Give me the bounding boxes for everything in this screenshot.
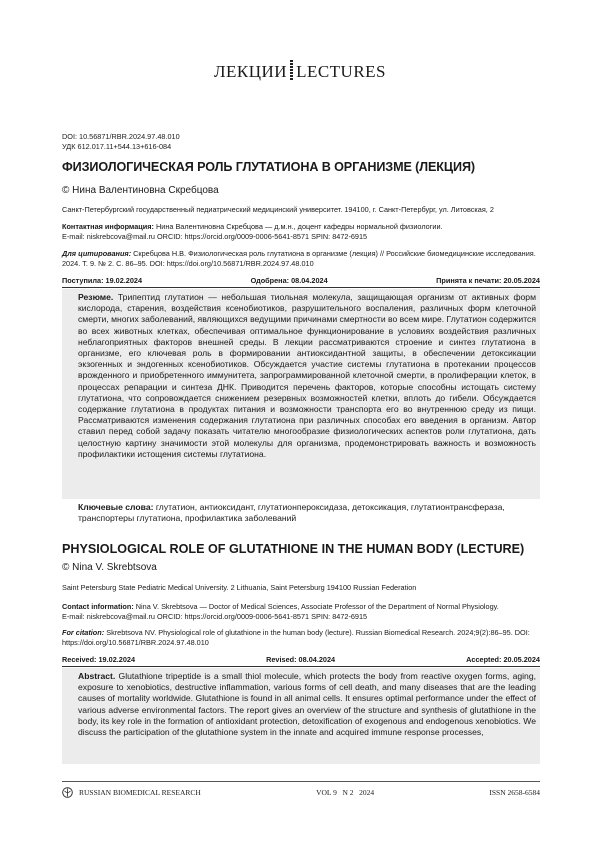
issn: ISSN 2658-6584 [489, 788, 540, 797]
journal-emblem-icon [62, 787, 73, 798]
masthead-ru: ЛЕКЦИИ [213, 62, 288, 81]
abstract-en [62, 668, 540, 764]
citation-en [62, 628, 540, 648]
received-ru: Поступила: 19.02.2024 [62, 276, 143, 285]
divider-en [62, 666, 540, 667]
title-en: PHYSIOLOGICAL ROLE OF GLUTATHIONE IN THE HUMAN BODY (LECTURE) [62, 542, 525, 556]
abstract-label-en: Abstract. [78, 671, 116, 681]
cite-text-ru: Скребцова Н.В. Физиологическая роль глутатиона в организме (лекция) // Российские биомедицинские исследования. 2024. Т. 9. № 2. С. 86–95. DOI: https://doi.org/10.56871/RBR.2024.97.48.010 [62, 249, 536, 268]
divider-ru [62, 287, 540, 288]
cite-label-ru: Для цитирования: [62, 249, 132, 258]
keywords-ru [62, 502, 540, 524]
citation-ru [62, 249, 540, 269]
masthead-en: LECTURES [296, 62, 387, 81]
footer-rule [62, 781, 540, 782]
received-en: Received: 19.02.2024 [62, 655, 136, 664]
affiliation-ru: Санкт-Петербургский государственный педиатрический медицинский университет. 194100, г. Санкт-Петербург, ул. Литовская, 2 [62, 205, 494, 214]
masthead-divider [290, 60, 293, 80]
journal-logo [62, 787, 201, 798]
contact-ru [62, 222, 540, 242]
revised-en: Revised: 08.04.2024 [266, 655, 336, 664]
accepted-ru: Принята к печати: 20.05.2024 [436, 276, 540, 285]
accepted-en: Accepted: 20.05.2024 [466, 655, 540, 664]
doi-line: DOI: 10.56871/RBR.2024.97.48.010 [62, 132, 180, 141]
udk-line: УДК 612.017.11+544.13+616-084 [62, 142, 172, 151]
author-en: © Nina V. Skrebtsova [62, 562, 157, 573]
revised-ru: Одобрена: 08.04.2024 [250, 276, 328, 285]
contact-line2-ru: E-mail: niskrebcova@mail.ru ORCID: https://orcid.org/0009-0006-5641-8571 SPIN: 8472-6915 [62, 232, 368, 241]
page-footer [62, 787, 540, 798]
section-masthead [0, 60, 600, 82]
keywords-label-ru: Ключевые слова: [78, 502, 154, 512]
contact-text-en: Nina V. Skrebtsova — Doctor of Medical Sciences, Associate Professor of the Department of Normal Physiology. [133, 602, 499, 611]
contact-line2-en: E-mail: niskrebcova@mail.ru ORCID: https://orcid.org/0009-0006-5641-8571 SPIN: 8472-6915 [62, 612, 368, 621]
abstract-text-en: Glutathione tripeptide is a small thiol molecule, which protects the body from reactive oxygen forms, aging, exposure to xenobiotics, destructive inflammation, various forms of cell death, and many diseases that are the leading causes of mortality worldwide. Glutathione is found in all animal cells. It ensures optimal performance under the effect of various adverse environmental factors. The report gives an overview of the structure and synthesis of glutathione in the body, its key role in the formation of antioxidant protection, detoxification of exogenous and endogenous xenobiotics. We discuss the participation of the glutathione system in the innate and acquired immune response processes, [78, 671, 536, 738]
abstract-ru [62, 289, 540, 499]
dates-ru [62, 276, 540, 285]
dates-en [62, 655, 540, 664]
abstract-label-ru: Резюме. [78, 292, 114, 302]
journal-name: RUSSIAN BIOMEDICAL RESEARCH [79, 788, 201, 797]
issue-info: VOL 9 N 2 2024 [316, 788, 375, 797]
keywords-text-ru: глутатион, антиоксидант, глутатионпероксидаза, детоксикация, глутатионтрансфераза, транспортеры глутатиона, профилактика заболеваний [78, 502, 505, 524]
contact-label-ru: Контактная информация: [62, 222, 154, 231]
author-ru: © Нина Валентиновна Скребцова [62, 185, 219, 196]
abstract-text-ru: Трипептид глутатион — небольшая тиольная молекула, защищающая организм от активных форм кислорода, старения, воздействия ксенобиотиков, разрушительного воспаления, различных форм клеточной смерти, многих заболеваний, являющихся ведущими причинами смертности во всем мире. Глутатион содержится во всех животных клетках, обеспечивая оптимальное функционирование в условиях воздействия различных неблагоприятных факторов внешней среды. В лекции рассматриваются строение и синтез глутатиона в организме, его ключевая роль в формировании антиоксидантной защиты, в обеспечении детоксикации экзогенных и эндогенных ксенобиотиков. Обсуждается участие системы глутатиона в протекании процессов врожденного и приобретенного иммунитета, запрограммированной клеточной смерти, в пролиферации клеток, в процессах репарации и синтеза ДНК. Приводится перечень факторов, которые способны истощать систему глутатиона, что сопровождается снижением резервных возможностей клетки, вплоть до гибели. Обсуждается содержание глутатиона в продуктах питания и возможности транспорта его во внутреннюю среду из пищи. Рассматриваются изменения содержания глутатиона при различных способах его введения в организм. Автор ставил перед собой задачу показать читателю многообразие физиологических аспектов роли глутатиона, дать целостную картину значимости этой молекулы для организма, продемонстрировать важность и возможность профилактики истощения системы глутатиона. [78, 292, 536, 459]
cite-label-en: For citation: [62, 628, 105, 637]
identifiers [62, 132, 540, 152]
affiliation-en: Saint Petersburg State Pediatric Medical University. 2 Lithuania, Saint Petersburg 194100 Russian Federation [62, 583, 417, 592]
contact-en [62, 602, 540, 622]
contact-label-en: Contact information: [62, 602, 134, 611]
title-ru: ФИЗИОЛОГИЧЕСКАЯ РОЛЬ ГЛУТАТИОНА В ОРГАНИЗМЕ (ЛЕКЦИЯ) [62, 160, 475, 174]
cite-text-en: Skrebtsova NV. Physiological role of glutathione in the human body (lecture). Russian Biomedical Research. 2024;9(2):86–95. DOI: https://doi.org/10.56871/RBR.2024.97.48.010 [62, 628, 530, 647]
contact-text-ru: Нина Валентиновна Скребцова — д.м.н., доцент кафедры нормальной физиологии. [153, 222, 443, 231]
